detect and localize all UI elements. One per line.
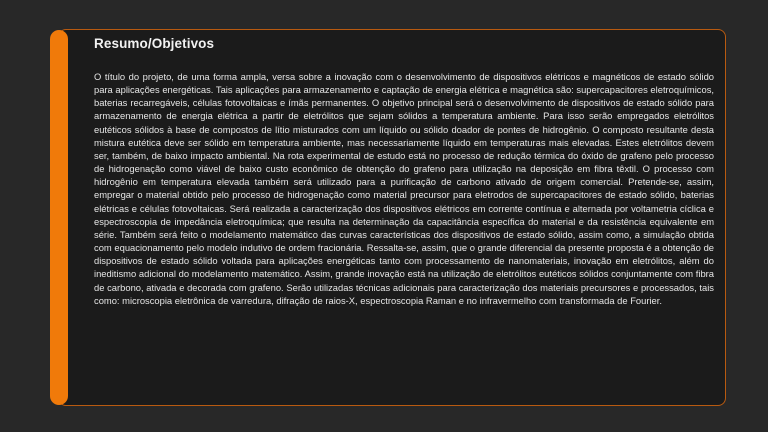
accent-bar xyxy=(50,30,68,405)
abstract-text: O título do projeto, de uma forma ampla, versa sobre a inovação com o desenvolvimento de dispositivos elétricos e magnéticos de estado sólido para aplicações energéticas. Tais aplicações para armazenamento e captação de energia elétrica e magnética são: supercapacitores eletroquímicos, baterias recarregáveis, células fotovoltaicas e ímãs permanentes. O objetivo principal será o desenvolvimento de dispositivos de estado sólido para armazenamento de energia elétrica a partir de eletrólitos que sejam sólidos a temperatura ambiente. Para isso serão empregados eletrólitos eutéticos sólidos à base de compostos de lítio misturados com um líquido ou sólido doador de pontes de hidrogênio. O composto resultante desta mistura eutética deve ser sólido em temperatura ambiente, mas necessariamente líquido em temperaturas mais elevadas. Estes eletrólitos devem ser, também, de baixo impacto ambiental. Na rota experimental de estudo está no processo de redução térmica do óxido de grafeno pelo processo de hidrogenação como viável de baixo custo econômico de obtenção do grafeno para utilização na deposição em fibra têxtil. O processo com hidrogênio em temperatura elevada também será utilizado para a purificação de carbono ativado de origem comercial. Pretende-se, assim, empregar o material obtido pelo processo de hidrogenação como material precursor para eletrodos de supercapacitores de estado sólido, baterias elétricas e células fotovoltaicas. Será realizada a caracterização dos dispositivos elétricos em corrente contínua e alternada por voltametria cíclica e espectroscopia de impedância eletroquímica; que resulta na determinação da capacitância específica do material e da resistência equivalente em série. Também será feito o modelamento matemático das curvas características dos dispositivos de estado sólido, assim como, a simulação obtida com equacionamento pelo modelo indutivo de ordem fracionária. Ressalta-se, assim, que o grande diferencial da presente proposta é a obtenção de dispositivos de estado sólido voltada para aplicações energéticas tanto com processamento de nanomateriais, inovação em eletrólitos, além do ineditismo adicional do modelamento matemático. Assim, grande inovação está na utilização de eletrólitos eutéticos sólidos conjuntamente com fibra de carbono, ativada e decorada com grafeno. Serão utilizadas técnicas adicionais para caracterização dos materiais precursores e processados, tais como: microscopia eletrônica de varredura, difração de raios-X, espectroscopia Raman e no infravermelho com transformada de Fourier. xyxy=(94,71,714,306)
slide-title: Resumo/Objetivos xyxy=(94,36,215,51)
